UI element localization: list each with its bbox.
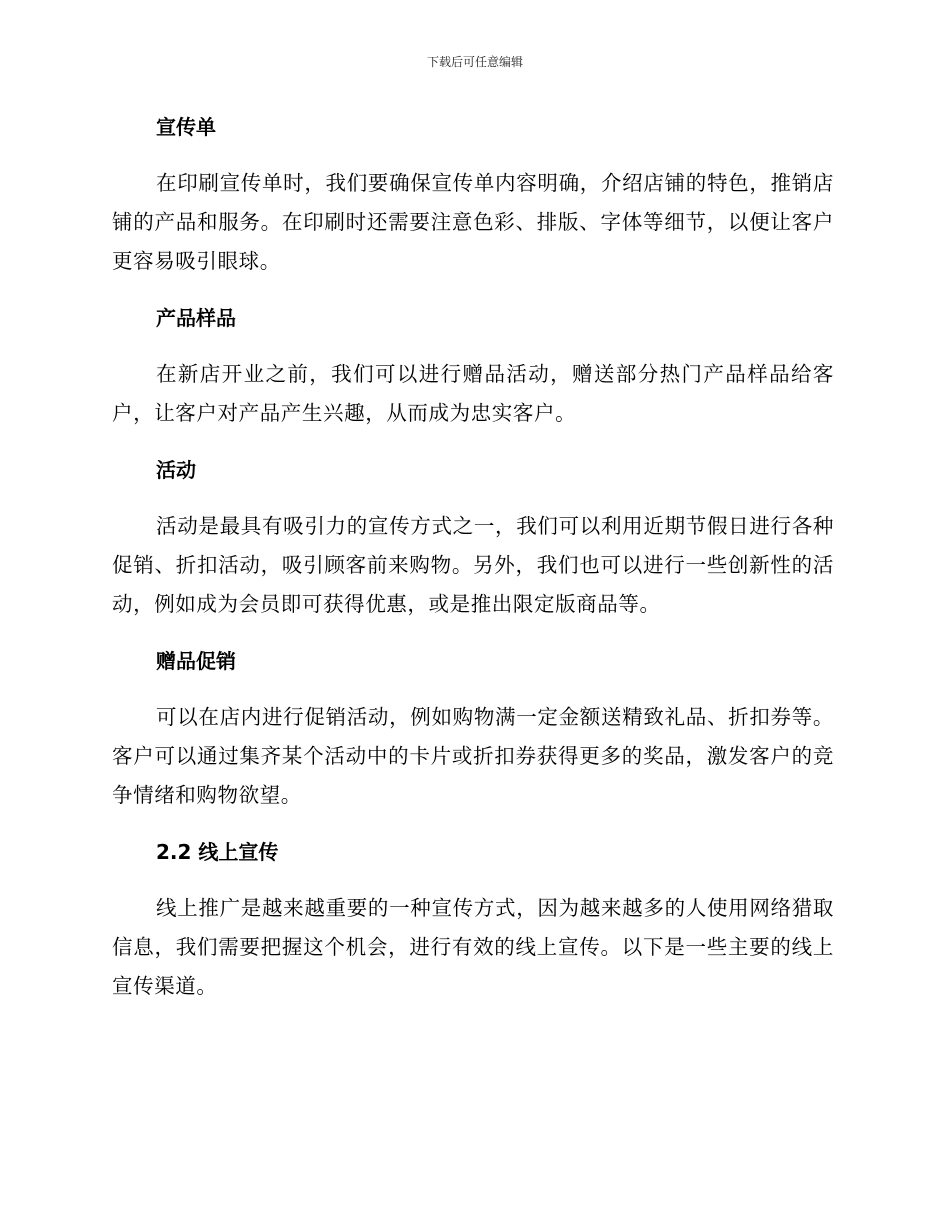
- section-heading-product-samples: 产品样品: [156, 306, 236, 330]
- section-paragraph-online-promotion: 线上推广是越来越重要的一种宣传方式，因为越来越多的人使用网络猎取信息，我们需要把握这个机会，进行有效的线上宣传。以下是一些主要的线上宣传渠道。: [112, 896, 834, 998]
- section-heading-events: 活动: [156, 458, 196, 482]
- section-heading-flyer: 宣传单: [156, 115, 216, 139]
- document-body: [112, 108, 834, 1006]
- section-paragraph-product-samples: 在新店开业之前，我们可以进行赠品活动，赠送部分热门产品样品给客户，让客户对产品产生兴趣，从而成为忠实客户。: [112, 362, 834, 425]
- section-paragraph-flyer: 在印刷宣传单时，我们要确保宣传单内容明确，介绍店铺的特色，推销店铺的产品和服务。在印刷时还需要注意色彩、排版、字体等细节，以便让客户更容易吸引眼球。: [112, 171, 834, 273]
- section-paragraph-gift-promotion: 可以在店内进行促销活动，例如购物满一定金额送精致礼品、折扣券等。客户可以通过集齐某个活动中的卡片或折扣券获得更多的奖品，激发客户的竞争情绪和购物欲望。: [112, 705, 834, 807]
- header-note: 下载后可任意编辑: [426, 55, 523, 69]
- section-paragraph-events: 活动是最具有吸引力的宣传方式之一，我们可以利用近期节假日进行各种促销、折扣活动，吸引顾客前来购物。另外，我们也可以进行一些创新性的活动，例如成为会员即可获得优惠，或是推出限定版商品等。: [112, 514, 834, 616]
- section-heading-gift-promotion: 赠品促销: [156, 649, 236, 673]
- section-heading-online-promotion: 2.2 线上宣传: [156, 840, 279, 864]
